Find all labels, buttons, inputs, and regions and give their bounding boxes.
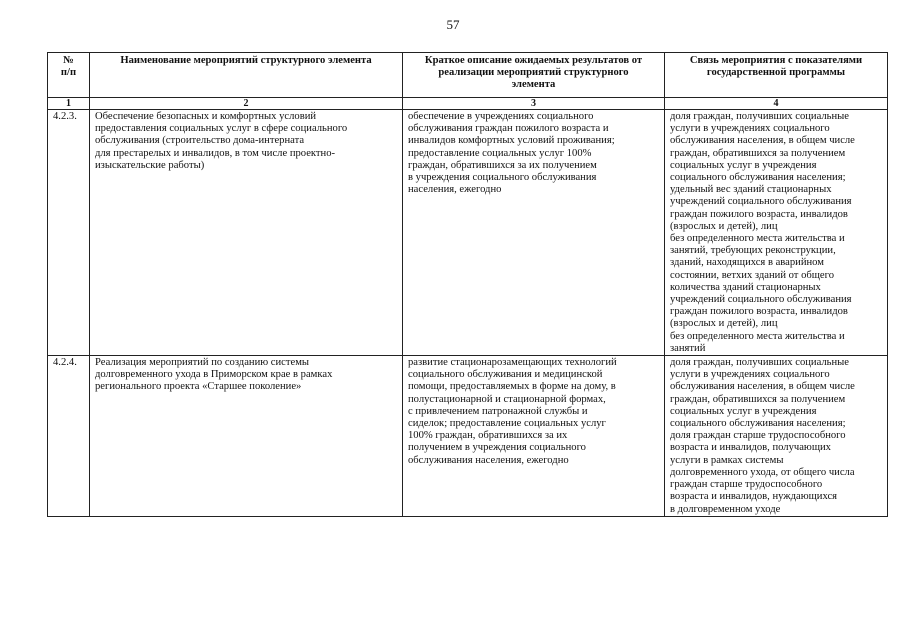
column-number: 4 [665, 98, 888, 110]
text-line: учреждений социального обслуживания [670, 196, 852, 208]
header-number: № п/п [48, 53, 90, 98]
text-line: с привлечением патронажной службы и [408, 405, 588, 417]
text-line: социального обслуживания населения; [670, 418, 846, 430]
text-line: Обеспечение безопасных и комфортных условий [95, 111, 317, 122]
text-line: граждан, обратившихся за получением [670, 147, 846, 159]
text-line: граждан пожилого возраста, инвалидов [670, 208, 848, 220]
header-event-name: Наименование мероприятий структурного элемента [90, 53, 403, 98]
text-line: обеспечение в учреждениях социального [408, 111, 594, 122]
text-line: полустационарной и стационарной формах, [408, 393, 606, 405]
program-table [47, 52, 888, 517]
column-number: 3 [403, 98, 665, 110]
text-line: социальных услуг в учреждения [670, 159, 817, 171]
text-line: в долговременном уходе [670, 503, 781, 515]
text-line: обслуживания граждан пожилого возраста и [408, 123, 609, 135]
text-line: занятий [670, 342, 706, 354]
text-line: сиделок; предоставление социальных услуг [408, 418, 606, 430]
text-line: предоставления социальных услуг в сфере социального [95, 123, 348, 135]
text-line: развитие стационарозамещающих технологий [408, 357, 617, 369]
text-line: в учреждения социального обслуживания [408, 172, 597, 184]
text-line: населения, ежегодно [408, 184, 502, 196]
text-line: долговременного ухода, от общего числа [670, 466, 855, 478]
expected-results-cell [403, 356, 665, 517]
text-line: долговременного ухода в Приморском крае в рамках [95, 369, 333, 381]
event-name-cell [90, 110, 403, 356]
text-line: социальных услуг в учреждения [670, 405, 817, 417]
page-number: 57 [446, 17, 460, 32]
text-line: обслуживания населения, в общем числе [670, 135, 855, 147]
table-row [48, 110, 888, 356]
text-line: удельный вес зданий стационарных [670, 184, 832, 196]
text-line: обслуживания населения, в общем числе [670, 381, 855, 393]
indicators-cell [665, 356, 888, 517]
text-line: получением в учреждения социального [408, 442, 586, 454]
event-name-cell [90, 356, 403, 517]
text-line: количества зданий стационарных [670, 281, 821, 293]
text-line: граждан, обратившихся за получением [670, 393, 846, 405]
text-line: помощи, предоставляемых в форме на дому, в [408, 381, 616, 393]
indicators-cell [665, 110, 888, 356]
text-line: инвалидов комфортных условий проживания; [408, 135, 615, 147]
column-number: 1 [48, 98, 90, 110]
text-line: услуги в учреждениях социального [670, 123, 830, 135]
text-line: без определенного места жительства и [670, 233, 845, 245]
text-line: без определенного места жительства и [670, 330, 845, 342]
text-line: граждан, обратившихся за их получением [408, 159, 597, 171]
text-line: услуги в учреждениях социального [670, 369, 830, 381]
header-row [48, 53, 888, 98]
text-line: изыскательские работы) [95, 159, 205, 171]
text-line: граждан пожилого возраста, инвалидов [670, 306, 848, 318]
header-expected-results: Краткое описание ожидаемых результатов от реализации мероприятий структурного элемента [403, 53, 665, 98]
text-line: занятий, требующих реконструкции, [670, 245, 836, 257]
text-line: регионального проекта «Старшее поколение» [95, 381, 302, 393]
text-line: состоянии, ветхих зданий от общего [670, 269, 835, 281]
text-line: обслуживания (строительство дома-интерната [95, 135, 305, 147]
text-line: социального обслуживания населения; [670, 172, 846, 184]
text-line: предоставление социальных услуг 100% [408, 147, 592, 159]
text-line: доля граждан, получивших социальные [670, 111, 849, 122]
text-line: граждан старше трудоспособного [670, 479, 823, 491]
row-number: 4.2.3. [48, 110, 90, 356]
text-line: для престарелых и инвалидов, в том числе проектно- [95, 147, 336, 159]
text-line: Реализация мероприятий по созданию системы [95, 357, 310, 369]
column-number-row [48, 98, 888, 110]
text-line: зданий, находящихся в аварийном [670, 257, 824, 269]
text-line: (взрослых и детей), лиц [670, 318, 778, 330]
text-line: доля граждан старше трудоспособного [670, 430, 846, 442]
expected-results-cell [403, 110, 665, 356]
text-line: 100% граждан, обратившихся за их [408, 430, 568, 442]
text-line: доля граждан, получивших социальные [670, 357, 849, 369]
text-line: возраста и инвалидов, получающих [670, 442, 831, 454]
text-line: обслуживания населения, ежегодно [408, 454, 569, 466]
column-number: 2 [90, 98, 403, 110]
text-line: (взрослых и детей), лиц [670, 220, 778, 232]
text-line: услуги в рамках системы [670, 454, 784, 466]
table-row [48, 356, 888, 517]
row-number: 4.2.4. [48, 356, 90, 517]
header-indicators: Связь мероприятия с показателями государственной программы [665, 53, 888, 98]
text-line: учреждений социального обслуживания [670, 294, 852, 306]
text-line: возраста и инвалидов, нуждающихся [670, 491, 838, 503]
text-line: социального обслуживания и медицинской [408, 369, 603, 381]
